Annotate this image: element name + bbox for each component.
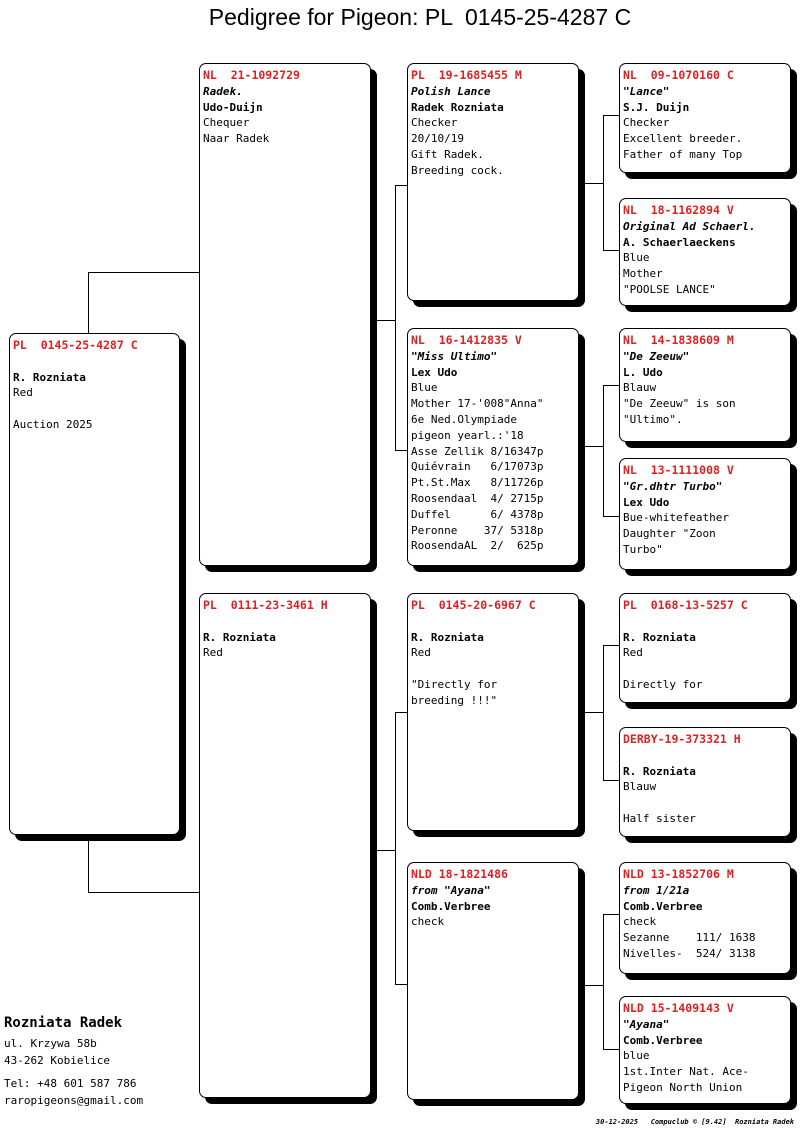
pigeon-info-line [203, 614, 370, 630]
ring-number: PL 0145-25-4287 C [13, 338, 138, 352]
connector [603, 115, 604, 250]
pigeon-info-line: Comb.Verbree [411, 899, 491, 913]
ring-number: PL 0145-20-6967 C [411, 598, 536, 612]
connector [603, 1049, 620, 1050]
dam-sire-dam-card [619, 727, 791, 837]
connector [88, 272, 200, 273]
connector [603, 645, 604, 780]
ring-number: DERBY-19-373321 H [623, 732, 741, 746]
pigeon-info-line: Father of many Top [623, 147, 743, 161]
sire-dam-sire-card [619, 328, 791, 442]
pigeon-info-line: from 1/21a [623, 883, 690, 897]
dam-card [199, 593, 371, 1098]
ring-number: PL 0168-13-5257 C [623, 598, 748, 612]
pigeon-info-line: pigeon yearl.:'18 [411, 428, 524, 442]
pigeon-info-line: Pigeon North Union [623, 1080, 743, 1094]
pigeon-info-line: "Directly for [411, 677, 498, 691]
pigeon-info-line: Checker [411, 116, 458, 130]
connector [395, 185, 396, 450]
connector [603, 780, 620, 781]
owner-email: raropigeons@gmail.com [4, 1094, 144, 1107]
owner-street: ul. Krzywa 58b [4, 1037, 97, 1050]
pigeon-info-line [623, 748, 790, 764]
connector [603, 115, 620, 116]
pigeon-info-line: R. Rozniata [203, 630, 276, 644]
pigeon-info-line: Checker [623, 116, 670, 130]
pigeon-info-line: Directly for [623, 677, 703, 691]
connector [603, 914, 620, 915]
pigeon-info-line: Quiévrain 6/17073p [411, 460, 544, 474]
connector [578, 183, 603, 184]
dam-dam-card [407, 862, 579, 1100]
pigeon-info-line: A. Schaerlaeckens [623, 235, 736, 249]
pigeon-info-line: Bue-whitefeather [623, 511, 729, 525]
pigeon-info-line: Chequer [203, 116, 250, 130]
pigeon-info-line: Roosendaal 4/ 2715p [411, 491, 544, 505]
pigeon-info-line [623, 795, 790, 811]
ring-number: NL 13-1111008 V [623, 463, 734, 477]
pigeon-info-line: check [411, 915, 445, 929]
connector [88, 834, 89, 892]
pigeon-info-line: Red [13, 386, 33, 400]
pigeon-info-line: from "Ayana" [411, 883, 491, 897]
sire-sire-dam-card [619, 198, 791, 306]
pigeon-info-line: R. Rozniata [623, 764, 696, 778]
connector [603, 385, 620, 386]
ring-number: NL 16-1412835 V [411, 333, 522, 347]
owner-info [4, 1014, 143, 1109]
pigeon-info-line: Mother 17-'008"Anna" [411, 397, 544, 411]
pigeon-info-line: Duffel 6/ 4378p [411, 507, 544, 521]
footer-credit: 30-12-2025 Compuclub © [9.42] Rozniata Radek [595, 1118, 794, 1126]
pigeon-info-line: Red [203, 646, 223, 660]
pigeon-info-line: "De Zeeuw" [623, 349, 690, 363]
pigeon-info-line: Breeding cock. [411, 163, 504, 177]
pigeon-info-line: Lex Udo [411, 365, 458, 379]
pigeon-info-line: 6e Ned.Olympiade [411, 412, 517, 426]
connector [88, 272, 89, 334]
ring-number: NL 09-1070160 C [623, 68, 734, 82]
pigeon-info-line: Radek. [203, 84, 243, 98]
pigeon-info-line: Daughter "Zoon [623, 527, 716, 541]
pigeon-info-line: Peronne 37/ 5318p [411, 523, 544, 537]
sire-sire-sire-card [619, 63, 791, 173]
pigeon-info-line: "De Zeeuw" is son [623, 397, 736, 411]
pigeon-info-line: Red [623, 646, 643, 660]
ring-number: NL 18-1162894 V [623, 203, 734, 217]
ring-number: NL 14-1838609 M [623, 333, 734, 347]
pigeon-info-line [411, 661, 578, 677]
pigeon-info-line: "Lance" [623, 84, 670, 98]
pigeon-info-line: Turbo" [623, 542, 663, 556]
pigeon-info-line: Red [411, 646, 431, 660]
pigeon-info-line: Comb.Verbree [623, 899, 703, 913]
pigeon-info-line: Radek Rozniata [411, 100, 504, 114]
ring-number: NLD 18-1821486 [411, 867, 508, 881]
sire-dam-card [407, 328, 579, 566]
owner-city: 43-262 Kobielice [4, 1054, 110, 1067]
pigeon-info-line: Pt.St.Max 8/11726p [411, 476, 544, 490]
pigeon-info-line: Sezanne 111/ 1638 [623, 931, 756, 945]
page-title: Pedigree for Pigeon: PL 0145-25-4287 C [208, 4, 632, 30]
connector [603, 914, 604, 1049]
pigeon-info-line [411, 614, 578, 630]
ring-number: NLD 13-1852706 M [623, 867, 734, 881]
dam-sire-card [407, 593, 579, 831]
pigeon-info-line: Excellent breeder. [623, 132, 743, 146]
owner-name: Rozniata Radek [4, 1015, 123, 1031]
connector [603, 250, 620, 251]
connector [395, 712, 396, 984]
pigeon-info-line [623, 614, 790, 630]
pigeon-info-line: Nivelles- 524/ 3138 [623, 946, 756, 960]
pigeon-info-line: R. Rozniata [623, 630, 696, 644]
pigeon-info-line: R. Rozniata [13, 370, 86, 384]
pigeon-info-line: "POOLSE LANCE" [623, 282, 716, 296]
ring-number: NLD 15-1409143 V [623, 1001, 734, 1015]
pigeon-info-line: Asse Zellik 8/16347p [411, 444, 544, 458]
pigeon-info-line: RoosendaAL 2/ 625p [411, 539, 544, 553]
connector [603, 385, 604, 516]
sire-card [199, 63, 371, 566]
pigeon-info-line: Blue [411, 381, 438, 395]
pigeon-info-line: Half sister [623, 811, 696, 825]
pigeon-info-line [623, 661, 790, 677]
ring-number: NL 21-1092729 [203, 68, 300, 82]
connector [603, 645, 620, 646]
pigeon-info-line: 20/10/19 [411, 132, 464, 146]
ring-number: PL 0111-23-3461 H [203, 598, 328, 612]
connector [603, 516, 620, 517]
pigeon-info-line: 1st.Inter Nat. Ace- [623, 1065, 749, 1079]
subject-pigeon-card [9, 333, 180, 835]
pigeon-info-line: Mother [623, 267, 663, 281]
pigeon-info-line: "Ayana" [623, 1017, 670, 1031]
pigeon-info-line: S.J. Duijn [623, 100, 690, 114]
dam-dam-dam-card [619, 996, 791, 1104]
pigeon-info-line: Blauw [623, 780, 657, 794]
pigeon-info-line: blue [623, 1049, 650, 1063]
pigeon-info-line: Original Ad Schaerl. [623, 219, 756, 233]
pigeon-info-line [13, 354, 179, 370]
sire-dam-dam-card [619, 458, 791, 570]
dam-dam-sire-card [619, 862, 791, 974]
pigeon-info-line: Udo-Duijn [203, 100, 263, 114]
pigeon-info-line: breeding !!!" [411, 693, 498, 707]
connector [370, 320, 395, 321]
connector [578, 446, 603, 447]
pigeon-info-line: Naar Radek [203, 132, 270, 146]
owner-phone: Tel: +48 601 587 786 [4, 1077, 137, 1090]
pigeon-info-line: L. Udo [623, 365, 663, 379]
pigeon-info-line: "Gr.dhtr Turbo" [623, 479, 723, 493]
pigeon-info-line: R. Rozniata [411, 630, 484, 644]
pigeon-info-line: Auction 2025 [13, 417, 93, 431]
pigeon-info-line: Gift Radek. [411, 147, 484, 161]
ring-number: PL 19-1685455 M [411, 68, 522, 82]
pigeon-info-line: check [623, 915, 657, 929]
pigeon-info-line: "Ultimo". [623, 412, 683, 426]
connector [578, 712, 603, 713]
dam-sire-sire-card [619, 593, 791, 703]
pigeon-info-line [13, 401, 179, 417]
pigeon-info-line: Blue [623, 251, 650, 265]
pigeon-info-line: Comb.Verbree [623, 1033, 703, 1047]
connector [578, 985, 603, 986]
pigeon-info-line: Blauw [623, 381, 657, 395]
pigeon-info-line: Lex Udo [623, 495, 670, 509]
connector [370, 850, 395, 851]
pigeon-info-line: Polish Lance [411, 84, 491, 98]
connector [88, 892, 200, 893]
pigeon-info-line: "Miss Ultimo" [411, 349, 498, 363]
sire-sire-card [407, 63, 579, 301]
